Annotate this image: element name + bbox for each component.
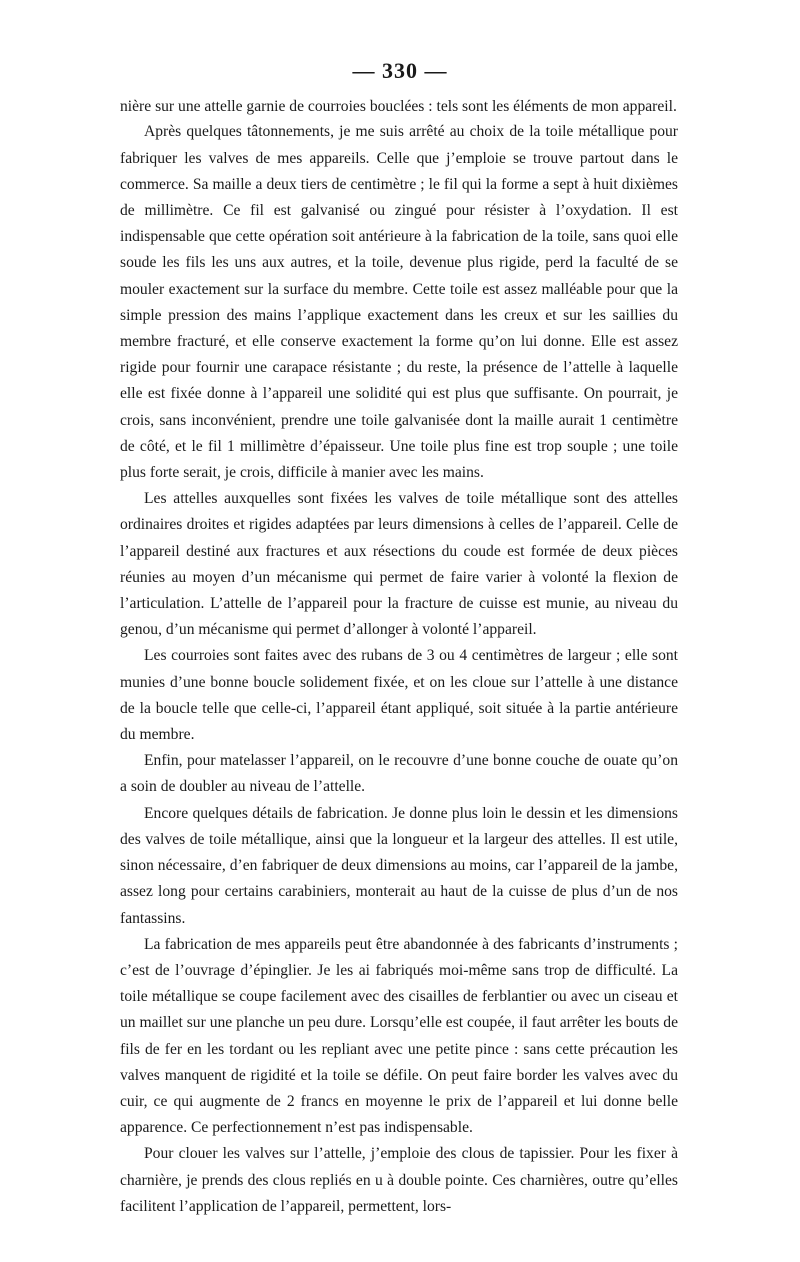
paragraph-4: Les courroies sont faites avec des rubans de 3 ou 4 centimètres de largeur ; elle sont munies d’une bonne boucle solidement fixée, et on les cloue sur l’attelle à une distance de la boucle telle que celle-ci, l’appareil étant appliqué, soit située à la partie antérieure du membre. (120, 647, 678, 744)
page-number: — 330 — (352, 58, 448, 83)
body-text (120, 94, 678, 1220)
paragraph-1: nière sur une attelle garnie de courroies bouclées : tels sont les éléments de mon appareil. (120, 98, 677, 115)
paragraph-6: Encore quelques détails de fabrication. Je donne plus loin le dessin et les dimensions des valves de toile métallique, ainsi que la longueur et la largeur des attelles. Il est utile, sinon nécessaire, d’en fabriquer de deux dimensions au moins, car l’appareil de la jambe, assez long pour certains carabiniers, monterait au haut de la cuisse de plus d’un de nos fantassins. (120, 804, 678, 927)
paragraph-5: Enfin, pour matelasser l’appareil, on le recouvre d’une bonne couche de ouate qu’on a soin de doubler au niveau de l’attelle. (120, 752, 678, 796)
paragraph-8: Pour clouer les valves sur l’attelle, j’emploie des clous de tapissier. Pour les fixer à charnière, je prends des clous repliés en u à double pointe. Ces charnières, outre qu’elles facilitent l’application de l’appareil, permettent, lors- (120, 1145, 678, 1215)
paragraph-3: Les attelles auxquelles sont fixées les valves de toile métallique sont des attelles ordinaires droites et rigides adaptées par leurs dimensions à celles de l’appareil. Celle de l’appareil destiné aux fractures et aux résections du coude est formée de deux pièces réunies au moyen d’un mécanisme qui permet de faire varier à volonté la flexion de l’articulation. L’attelle de l’appareil pour la fracture de cuisse est munie, au niveau du genou, d’un mécanisme qui permet d’allonger à volonté l’appareil. (120, 490, 678, 639)
paragraph-7: La fabrication de mes appareils peut être abandonnée à des fabricants d’instruments ; c’est de l’ouvrage d’épinglier. Je les ai fabriqués moi-même sans trop de difficulté. La toile métallique se coupe facilement avec des cisailles de ferblantier ou avec un ciseau et un maillet sur une planche un peu dure. Lorsqu’elle est coupée, il faut arrêter les bouts de fils de fer en les tordant ou les repliant avec une petite pince : sans cette précaution les valves manquent de rigidité et la toile se défile. On peut faire border les valves avec du cuir, ce qui augmente de 2 francs en moyenne le prix de l’appareil et lui donne belle apparence. Ce perfectionnement n’est pas indispensable. (120, 935, 678, 1137)
paragraph-2: Après quelques tâtonnements, je me suis arrêté au choix de la toile métallique pour fabriquer les valves de mes appareils. Celle que j’emploie se trouve partout dans le commerce. Sa maille a deux tiers de centimètre ; le fil qui la forme a sept à huit dixièmes de millimètre. Ce fil est galvanisé ou zingué pour résister à l’oxydation. Il est indispensable que cette opération soit antérieure à la fabrication de la toile, sans quoi elle soude les fils les uns aux autres, et la toile, devenue plus rigide, perd la faculté de se mouler exactement sur la surface du membre. Cette toile est assez malléable pour que la simple pression des mains l’applique exactement dans les creux et sur les saillies du membre fracturé, et elle conserve exactement la forme qu’on lui donne. Elle est assez rigide pour fournir une carapace résistante ; du reste, la présence de l’attelle à laquelle elle est fixée donne à l’appareil une solidité qui est plus que suffisante. On pourrait, je crois, sans inconvénient, prendre une toile galvanisée dont la maille aurait 1 centimètre de côté, et le fil 1 millimètre d’épaisseur. Une toile plus fine est trop souple ; une toile plus forte serait, je crois, difficile à manier avec les mains. (120, 123, 678, 482)
